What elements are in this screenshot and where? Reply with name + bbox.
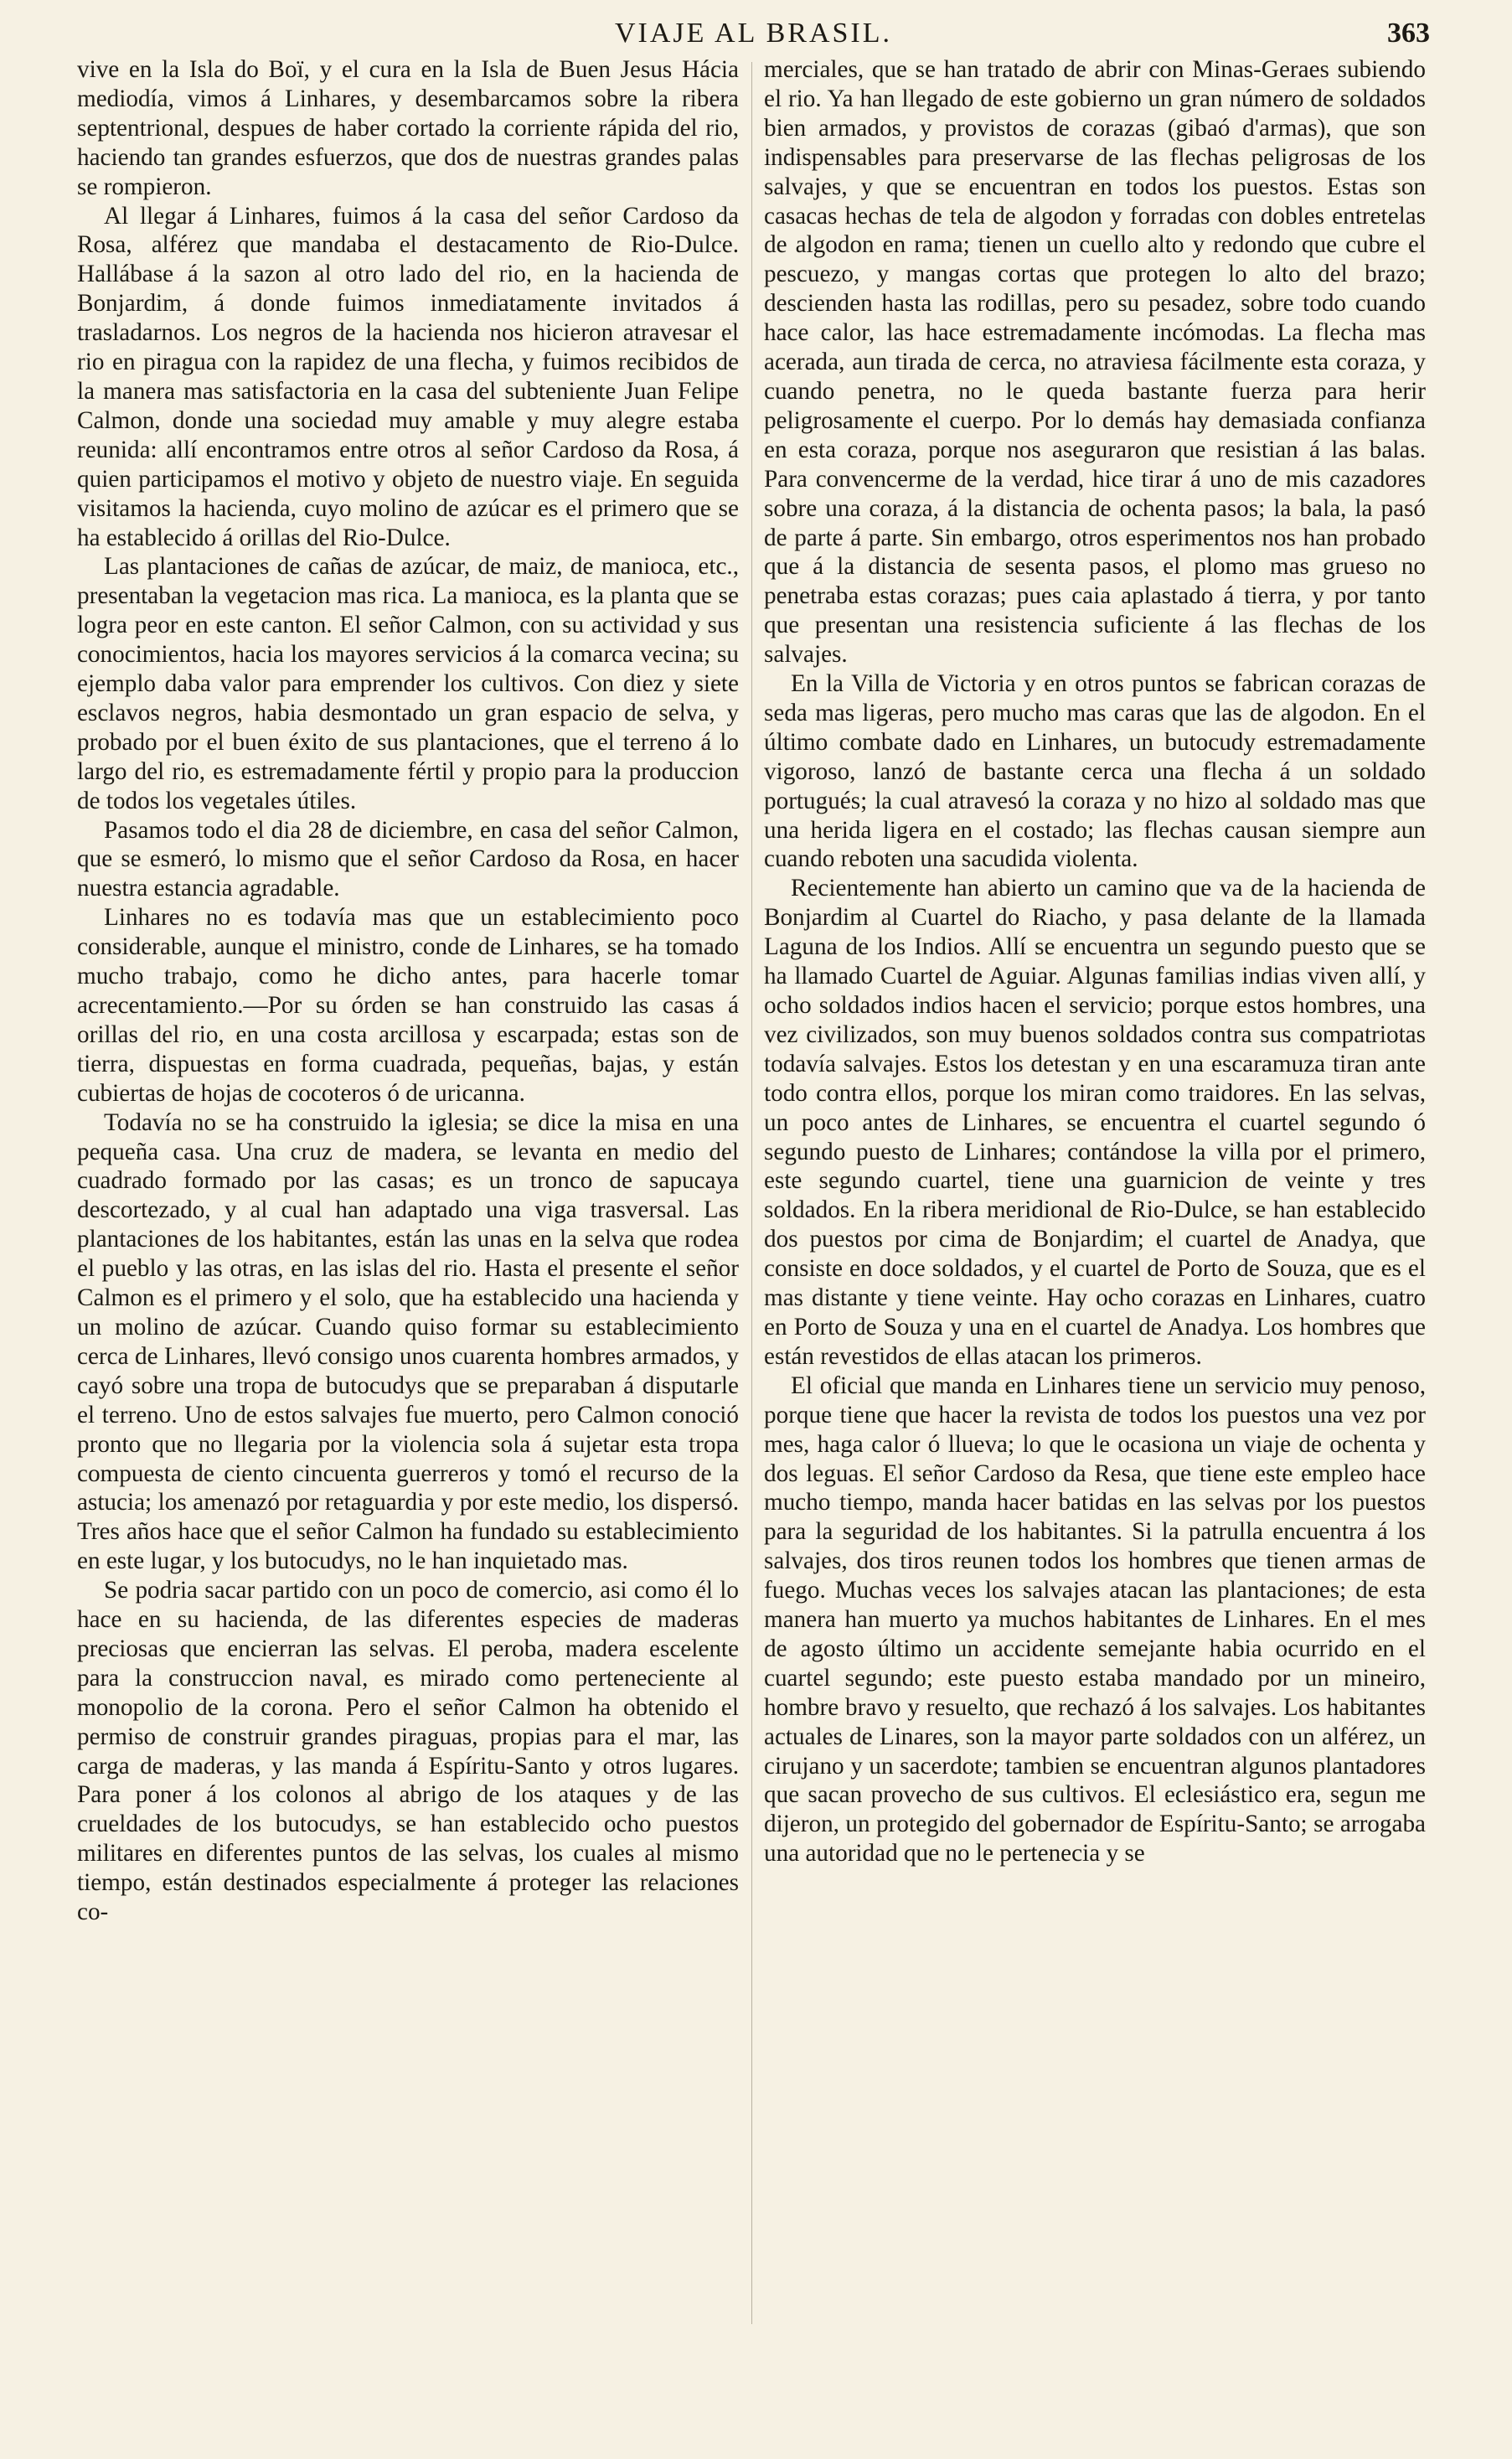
- running-header: [77, 12, 1430, 55]
- paragraph: Todavía no se ha construido la iglesia; se dice la misa en una pequeña casa. Una cruz de madera, se levanta en medio del cuadrado formado por las casas; es un tronco de sapucaya descortezado, y al cual han adaptado una viga trasversal. Las plantaciones de los habitantes, están las unas en la selva que rodea el pueblo y las otras, en las islas del rio. Hasta el presente el señor Calmon es el primero y el solo, que ha establecido una hacienda y un molino de azúcar. Cuando quiso formar su establecimiento cerca de Linhares, llevó consigo unos cuarenta hombres armados, y cayó sobre una tropa de butocudys que se preparaban á disputarle el terreno. Uno de estos salvajes fue muerto, pero Calmon conoció pronto que no llegaria por la violencia sola á sujetar esta tropa compuesta de ciento cincuenta guerreros y tomó el recurso de la astucia; los amenazó por retaguardia y por este medio, los dispersó. Tres años hace que el señor Calmon ha fundado su establecimiento en este lugar, y los butocudys, no le han inquietado mas.: [77, 1108, 739, 1575]
- paragraph-continuation: vive en la Isla do Boï, y el cura en la Isla de Buen Jesus Hácia mediodía, vimos á Linhares, y desembarcamos sobre la ribera septentrional, despues de haber cortado la corriente rápida del rio, haciendo tan grandes esfuerzos, que dos de nuestras grandes palas se rompieron.: [77, 56, 739, 200]
- paragraph: Pasamos todo el dia 28 de diciembre, en casa del señor Calmon, que se esmeró, lo mismo que el señor Cardoso da Rosa, en hacer nuestra estancia agradable.: [77, 816, 739, 902]
- paragraph: Recientemente han abierto un camino que va de la hacienda de Bonjardim al Cuartel do Riacho, y pasa delante de la llamada Laguna de los Indios. Allí se encuentra un segundo puesto que se ha llamado Cuartel de Aguiar. Algunas familias indias viven allí, y ocho soldados indios hacen el servicio; porque estos hombres, una vez civilizados, son muy buenos soldados contra sus compatriotas todavía salvajes. Estos los detestan y en una escaramuza tiran ante todo contra ellos, porque los miran como traidores. En las selvas, un poco antes de Linhares, se encuentra el cuartel segundo ó segundo puesto de Linhares; contándose la villa por el primero, este segundo cuartel, tiene una guarnicion de veinte y tres soldados. En la ribera meridional de Rio-Dulce, se han establecido dos puestos por cima de Bonjardim; el cuartel de Anadya, que consiste en doce soldados, y el cuartel de Porto de Souza, que es el mas distante y tiene veinte. Hay ocho corazas en Linhares, cuatro en Porto de Souza y una en el cuartel de Anadya. Los hombres que están revestidos de ellas atacan los primeros.: [764, 875, 1426, 1370]
- running-title: VIAJE AL BRASIL.: [614, 18, 893, 49]
- paragraph: Al llegar á Linhares, fuimos á la casa del señor Cardoso da Rosa, alférez que mandaba el destacamento de Rio-Dulce. Hallábase á la sazon al otro lado del rio, en la hacienda de Bonjardim, á donde fuimos inmediatamente invitados á trasladarnos. Los negros de la hacienda nos hicieron atravesar el rio en piragua con la rapidez de una flecha, y fuimos recibidos de la manera mas satisfactoria en la casa del subteniente Juan Felipe Calmon, donde una sociedad muy amable y muy alegre estaba reunida: allí encontramos entre otros al señor Cardoso da Rosa, á quien participamos el motivo y objeto de nuestro viaje. En seguida visitamos la hacienda, cuyo molino de azúcar es el primero que se ha establecido á orillas del Rio-Dulce.: [77, 202, 739, 551]
- paragraph: El oficial que manda en Linhares tiene un servicio muy penoso, porque tiene que hacer la revista de todos los puestos una vez por mes, haga calor ó llueva; lo que le ocasiona un viaje de ochenta y dos leguas. El señor Cardoso da Resa, que tiene este empleo hace mucho tiempo, manda hacer batidas en las selvas por los puestos para la seguridad de los habitantes. Si la patrulla encuentra á los salvajes, dos tiros reunen todos los hombres que tienen armas de fuego. Muchas veces los salvajes atacan las plantaciones; de esta manera han muerto ya muchos habitantes de Linhares. En el mes de agosto último un accidente semejante habia ocurrido en el cuartel segundo; este puesto estaba mandado por un mineiro, hombre bravo y resuelto, que rechazó á los salvajes. Los habitantes actuales de Linares, son la mayor parte soldados con un alférez, un cirujano y un sacerdote; tambien se encuentran algunos plantadores que sacan provecho de sus cultivos. El eclesiástico era, segun me dijeron, un protegido del gobernador de Espíritu-Santo; se arrogaba una autoridad que no le pertenecia y se: [764, 1372, 1426, 1867]
- paragraph-continuation: merciales, que se han tratado de abrir con Minas-Geraes subiendo el rio. Ya han llegado de este gobierno un gran número de soldados bien armados, y provistos de corazas (gibaó d'armas), que son indispensables para preservarse de las flechas peligrosas de los salvajes, y que se encuentran en todos los puestos. Estas son casacas hechas de tela de algodon y forradas con dobles entretelas de algodon en rama; tienen un cuello alto y redondo que cubre el pescuezo, y mangas cortas que protegen lo alto del brazo; descienden hasta las rodillas, pero su pesadez, sobre todo cuando hace calor, las hace estremadamente incómodas. La flecha mas acerada, aun tirada de cerca, no atraviesa fácilmente esta coraza, y cuando penetra, no le queda bastante fuerza para herir peligrosamente el cuerpo. Por lo demás hay demasiada confianza en esta coraza, porque nos aseguraron que resistian á las balas. Para convencerme de la verdad, hice tirar á uno de mis cazadores sobre una coraza, á la distancia de ochenta pasos; la bala, la pasó de parte á parte. Sin embargo, otros esperimentos nos han probado que á la distancia de sesenta pasos, el plomo mas grueso no penetraba estas corazas; pues caia aplastado á tierra, y por tanto que presentan una resistencia suficiente á las flechas de los salvajes.: [764, 56, 1426, 669]
- right-column: [764, 55, 1426, 1868]
- paragraph: En la Villa de Victoria y en otros puntos se fabrican corazas de seda mas ligeras, pero mucho mas caras que las de algodon. En el último combate dado en Linhares, un butocudy estremadamente vigoroso, lanzó de bastante cerca una flecha á un soldado portugués; la cual atravesó la coraza y no hizo al soldado mas que una herida ligera en el costado; las flechas causan siempre aun cuando reboten una sacudida violenta.: [764, 670, 1426, 873]
- page-number: 363: [1387, 18, 1430, 49]
- left-column: [77, 55, 739, 1927]
- column-divider: [751, 62, 752, 2324]
- paragraph: Linhares no es todavía mas que un establecimiento poco considerable, aunque el ministro, conde de Linhares, se ha tomado mucho trabajo, como he dicho antes, para hacerle tomar acrecentamiento.—Por su órden se han construido las casas á orillas del rio, en una costa arcillosa y escarpada; estas son de tierra, dispuestas en forma cuadrada, pequeñas, bajas, y están cubiertas de hojas de cocoteros ó de uricanna.: [77, 904, 739, 1107]
- paragraph: Las plantaciones de cañas de azúcar, de maiz, de manioca, etc., presentaban la vegetacion mas rica. La manioca, es la planta que se logra peor en este canton. El señor Calmon, con su actividad y sus conocimientos, hacia los mayores servicios á la comarca vecina; su ejemplo daba valor para emprender los cultivos. Con diez y siete esclavos negros, habia desmontado un gran espacio de selva, y probado por el buen éxito de sus plantaciones, que el terreno á lo largo del rio, es estremadamente fértil y propio para la produccion de todos los vegetales útiles.: [77, 553, 739, 814]
- paragraph: Se podria sacar partido con un poco de comercio, asi como él lo hace en su hacienda, de las diferentes especies de maderas preciosas que encierran las selvas. El peroba, madera escelente para la construccion naval, es mirado como perteneciente al monopolio de la corona. Pero el señor Calmon ha obtenido el permiso de construir grandes piraguas, propias para el mar, las carga de maderas, y las manda á Espíritu-Santo y otros lugares. Para poner á los colonos al abrigo de los ataques y de las crueldades de los butocudys, se han establecido ocho puestos militares en diferentes puntos de las selvas, los cuales al mismo tiempo, están destinados especialmente á proteger las relaciones co-: [77, 1577, 739, 1926]
